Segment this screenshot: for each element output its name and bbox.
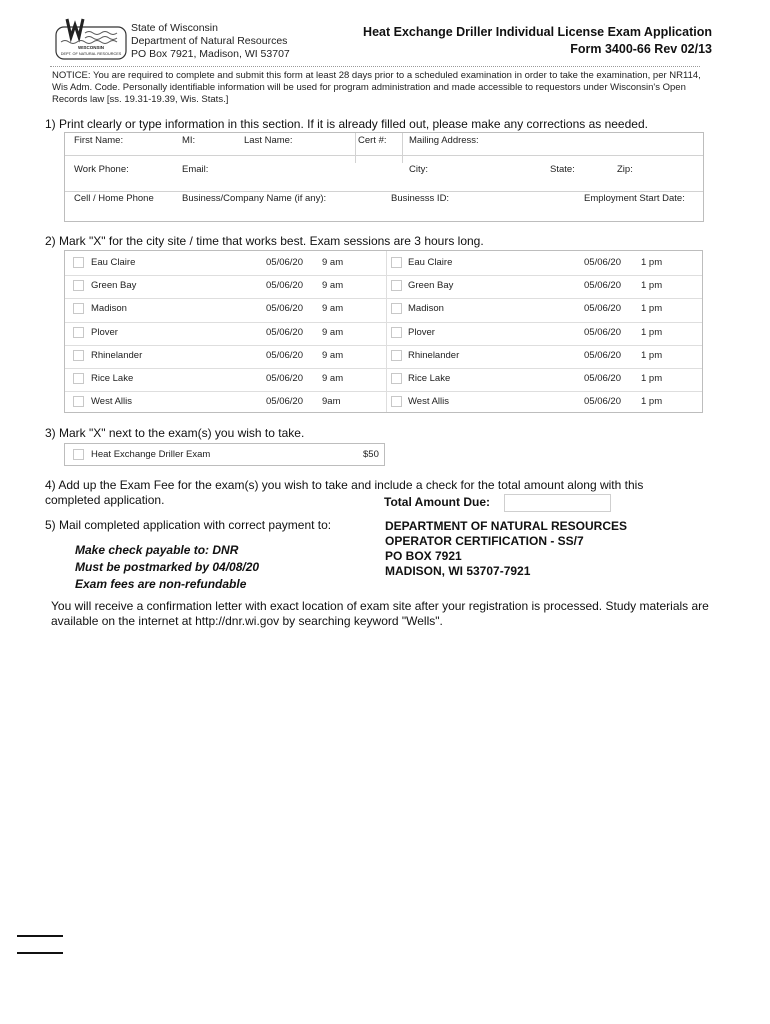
- payment-note: Exam fees are non-refundable: [75, 577, 247, 591]
- pm-checkbox[interactable]: [391, 327, 402, 338]
- exam-fee: $50: [363, 449, 379, 460]
- am-time: 9 am: [322, 349, 344, 361]
- session-row: [65, 368, 702, 391]
- row-divider: [65, 391, 702, 392]
- cell-phone-field[interactable]: Cell / Home Phone: [74, 193, 154, 204]
- pm-time: 1 pm: [641, 396, 663, 408]
- agency-line: State of Wisconsin: [131, 22, 218, 34]
- pm-checkbox[interactable]: [391, 280, 402, 291]
- state-field[interactable]: State:: [550, 164, 575, 175]
- first-name-field[interactable]: First Name:: [74, 135, 124, 146]
- am-date: 05/06/20: [266, 326, 303, 338]
- header-divider: [50, 66, 700, 67]
- am-date: 05/06/20: [266, 349, 303, 361]
- dnr-logo: [55, 15, 127, 61]
- section1-heading: 1) Print clearly or type information in this section. If it is already filled out, please make any corrections as needed.: [45, 117, 648, 131]
- row-divider: [65, 191, 703, 192]
- am-date: 05/06/20: [266, 303, 303, 315]
- agency-info: [131, 22, 290, 61]
- section5-text: 5) Mail completed application with correct payment to:: [45, 518, 332, 532]
- work-phone-field[interactable]: Work Phone:: [74, 164, 129, 175]
- notice-text: NOTICE: You are required to complete and submit this form at least 28 days prior to a scheduled examination in order to take the examination, per NR114, Wis Adm. Code. Personally identifiable information will be used for program administration and made accessible to requestors under Wisconsin's Open Records law [ss. 19.31-19.39, Wis. Stats.]: [52, 70, 701, 105]
- exam-name: Heat Exchange Driller Exam: [91, 449, 211, 460]
- agency-line: PO Box 7921, Madison, WI 53707: [131, 48, 290, 60]
- pm-date: 05/06/20: [584, 349, 621, 361]
- am-time: 9 am: [322, 373, 344, 384]
- personal-info-box: [64, 132, 704, 222]
- am-time: 9 am: [322, 257, 344, 268]
- pm-city: Plover: [408, 326, 435, 338]
- section3-heading: 3) Mark "X" next to the exam(s) you wish to take.: [45, 426, 305, 440]
- col-divider: [402, 133, 403, 163]
- am-checkbox[interactable]: [73, 327, 84, 338]
- pm-checkbox[interactable]: [391, 396, 402, 407]
- am-checkbox[interactable]: [73, 350, 84, 361]
- pm-checkbox[interactable]: [391, 373, 402, 384]
- am-checkbox[interactable]: [73, 396, 84, 407]
- pm-date: 05/06/20: [584, 280, 621, 292]
- pm-city: West Allis: [408, 396, 450, 408]
- am-city: Green Bay: [91, 280, 137, 292]
- session-row: [65, 252, 702, 275]
- page-mark: [17, 952, 63, 954]
- address-line: OPERATOR CERTIFICATION - SS/7: [385, 534, 584, 548]
- col-divider: [355, 133, 356, 163]
- am-time: 9 am: [322, 303, 344, 315]
- page-mark: [17, 935, 63, 937]
- pm-date: 05/06/20: [584, 396, 621, 408]
- pm-date: 05/06/20: [584, 326, 621, 338]
- city-field[interactable]: City:: [409, 164, 428, 175]
- pm-city: Green Bay: [408, 280, 454, 292]
- pm-city: Eau Claire: [408, 257, 453, 268]
- session-row: [65, 391, 702, 414]
- pm-time: 1 pm: [641, 280, 663, 292]
- mailing-address-block: [385, 519, 627, 579]
- exam-selection-box: [64, 443, 385, 466]
- logo-text-2: DEPT. OF NATURAL RESOURCES: [60, 52, 122, 56]
- section2-heading: 2) Mark "X" for the city site / time that works best. Exam sessions are 3 hours long.: [45, 234, 484, 248]
- agency-line: Department of Natural Resources: [131, 35, 288, 47]
- logo-text-1: WISCONSIN: [77, 45, 105, 50]
- zip-field[interactable]: Zip:: [617, 164, 633, 175]
- pm-time: 1 pm: [641, 303, 663, 315]
- am-date: 05/06/20: [266, 257, 303, 268]
- am-date: 05/06/20: [266, 373, 303, 384]
- payment-note: Must be postmarked by 04/08/20: [75, 560, 260, 574]
- address-line: DEPARTMENT OF NATURAL RESOURCES: [385, 519, 628, 533]
- pm-time: 1 pm: [641, 349, 663, 361]
- am-time: 9 am: [322, 280, 344, 292]
- form-number: Form 3400-66 Rev 02/13: [570, 42, 712, 56]
- am-city: Rhinelander: [91, 349, 143, 361]
- address-line: MADISON, WI 53707-7921: [385, 564, 531, 578]
- last-name-field[interactable]: Last Name:: [244, 135, 293, 146]
- employment-start-field[interactable]: Employment Start Date:: [584, 193, 685, 204]
- am-checkbox[interactable]: [73, 373, 84, 384]
- address-line: PO BOX 7921: [385, 549, 462, 563]
- session-grid: [64, 250, 703, 413]
- am-city: Madison: [91, 303, 127, 315]
- payment-note: Make check payable to: DNR: [75, 543, 239, 557]
- session-row: [65, 322, 702, 345]
- section4-text: 4) Add up the Exam Fee for the exam(s) you wish to take and include a check for the total amount along with this completed application.: [45, 478, 644, 507]
- session-row: [65, 298, 702, 321]
- row-divider: [65, 275, 702, 276]
- form-title: Heat Exchange Driller Individual License Exam Application: [363, 25, 712, 39]
- pm-checkbox[interactable]: [391, 303, 402, 314]
- cert-field[interactable]: Cert #:: [358, 135, 387, 146]
- session-row: [65, 345, 702, 368]
- form-title-block: [363, 24, 712, 58]
- row-divider: [65, 322, 702, 323]
- pm-city: Rice Lake: [408, 373, 451, 384]
- mi-field[interactable]: MI:: [182, 135, 196, 146]
- am-city: Eau Claire: [91, 257, 136, 268]
- am-date: 05/06/20: [266, 396, 303, 408]
- am-city: West Allis: [91, 396, 133, 408]
- pm-date: 05/06/20: [584, 303, 621, 315]
- row-divider: [65, 155, 703, 156]
- email-field[interactable]: Email:: [182, 164, 209, 175]
- confirmation-text: You will receive a confirmation letter with exact location of exam site after your registration is processed. Study materials are available on the internet at http://dnr.wi.gov by searching keyword "Wells".: [51, 599, 709, 628]
- pm-date: 05/06/20: [584, 257, 621, 268]
- row-divider: [65, 345, 702, 346]
- pm-city: Rhinelander: [408, 349, 460, 361]
- pm-date: 05/06/20: [584, 373, 621, 384]
- session-row: [65, 275, 702, 298]
- mailing-address-field[interactable]: Mailing Address:: [409, 135, 479, 146]
- row-divider: [65, 368, 702, 369]
- pm-time: 1 pm: [641, 326, 663, 338]
- dnr-logo-icon: [55, 15, 127, 61]
- total-amount-label: Total Amount Due:: [384, 495, 490, 509]
- pm-checkbox[interactable]: [391, 257, 402, 268]
- pm-time: 1 pm: [641, 373, 663, 384]
- am-checkbox[interactable]: [73, 303, 84, 314]
- total-amount-input[interactable]: [504, 494, 611, 512]
- am-date: 05/06/20: [266, 280, 303, 292]
- pm-city: Madison: [408, 303, 444, 315]
- am-checkbox[interactable]: [73, 257, 84, 268]
- am-time: 9 am: [322, 326, 344, 338]
- row-divider: [65, 298, 702, 299]
- pm-time: 1 pm: [641, 257, 663, 268]
- exam-checkbox[interactable]: [73, 449, 84, 460]
- pm-checkbox[interactable]: [391, 350, 402, 361]
- payment-notes: [75, 542, 259, 593]
- am-city: Rice Lake: [91, 373, 134, 384]
- am-checkbox[interactable]: [73, 280, 84, 291]
- business-id-field[interactable]: Businesss ID:: [391, 193, 450, 204]
- business-name-field[interactable]: Business/Company Name (if any):: [182, 193, 327, 204]
- am-city: Plover: [91, 326, 118, 338]
- am-time: 9am: [322, 396, 341, 408]
